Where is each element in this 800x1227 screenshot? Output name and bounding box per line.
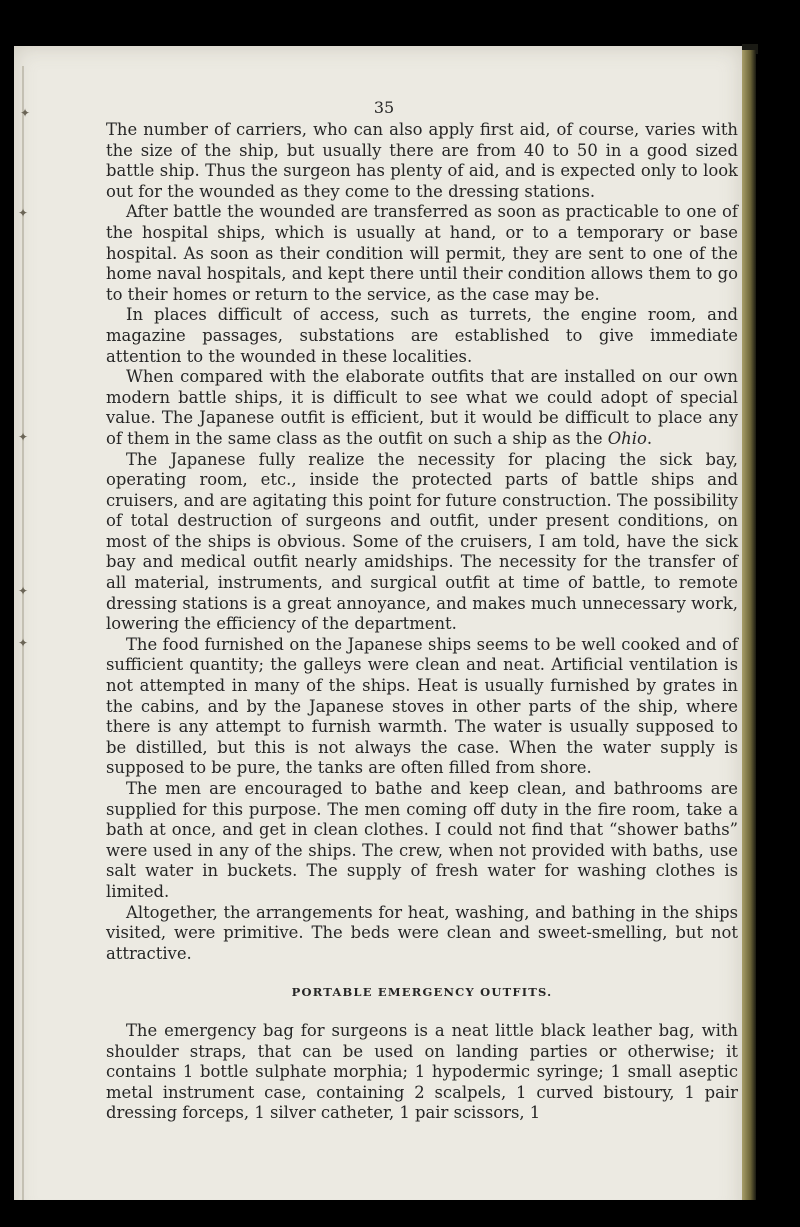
page-number: 35 [373, 98, 395, 117]
paragraph-end: . [646, 428, 653, 448]
margin-mark: ✦ [18, 584, 29, 598]
paragraph: The men are encouraged to bathe and keep clean, and bathrooms are supplied for this purpose. The men coming off duty in the fire room, take a bath at once, and get in clean clothes. I could not find that “shower baths” were used in any of the ships. The crew, when not provided with baths, use salt water in buckets. The supply of fresh water for washing clothes is limited. [106, 779, 738, 901]
paragraph: In places difficult of access, such as turrets, the engine room, and magazine passages, substations are established to give immediate attention to the wounded in these localities. [106, 305, 738, 366]
document-page [14, 46, 742, 1222]
paragraph-text: When compared with the elaborate outfits that are installed on our own modern battle ships, it is difficult to see what we could adopt of special value. The Japanese outfit is efficient, but it would be difficult to place any of them in the same class as the outfit on such a ship as the [106, 367, 738, 448]
margin-mark: ✦ [18, 636, 29, 650]
paragraph: After battle the wounded are transferred as soon as practicable to one of the hospital ships, which is usually at hand, or to a temporary or base hospital. As soon as their condition will permit, they are sent to one of the home naval hospitals, and kept there until their condition allows them to go to their homes or return to the service, as the case may be. [106, 202, 738, 304]
book-page-edge [742, 50, 756, 1200]
margin-mark: ✦ [18, 430, 29, 444]
paragraph [106, 367, 738, 449]
margin-mark: ✦ [20, 106, 31, 120]
ship-name: Ohio [607, 428, 647, 448]
paragraph: The number of carriers, who can also apply first aid, of course, varies with the size of the ship, but usually there are from 40 to 50 in a good sized battle ship. Thus the surgeon has plenty of aid, and is expected only to look out for the wounded as they come to the dressing stations. [106, 120, 738, 201]
body-text [106, 120, 738, 1124]
paragraph: The Japanese fully realize the necessity for placing the sick bay, operating room, etc., inside the protected parts of battle ships and cruisers, and are agitating this point for future construction. The possibility of total destruction of surgeons and outfit, under present conditions, on most of the ships is obvious. Some of the cruisers, I am told, have the sick bay and medical outfit nearly amidships. The necessity for the transfer of all material, instruments, and surgical outfit at time of battle, to remote dressing stations is a great annoyance, and makes much unnecessary work, lowering the efficiency of the department. [106, 449, 738, 634]
scan-border [14, 1200, 758, 1227]
paragraph: The emergency bag for surgeons is a neat little black leather bag, with shoulder straps, that can be used on landing parties or otherwise; it contains 1 bottle sulphate morphia; 1 hypodermic syringe; 1 small aseptic metal instrument case, containing 2 scalpels, 1 curved bistoury, 1 pair dressing forceps, 1 silver catheter, 1 pair scissors, 1 [106, 1020, 738, 1123]
margin-mark: ✦ [18, 206, 29, 220]
section-heading: PORTABLE EMERGENCY OUTFITS. [291, 985, 553, 1000]
paragraph: The food furnished on the Japanese ships seems to be well cooked and of sufficient quantity; the galleys were clean and neat. Artificial ventilation is not attempted in many of the ships. Heat is usually furnished by grates in the cabins, and by the Japanese stoves in other parts of the ship, where there is any attempt to furnish warmth. The water is usually supposed to be distilled, but this is not always the case. When the water supply is supposed to be pure, the tanks are often filled from shore. [106, 634, 738, 778]
paragraph: Altogether, the arrangements for heat, washing, and bathing in the ships visited, were primitive. The beds were clean and sweet-smelling, but not attractive. [106, 902, 738, 963]
